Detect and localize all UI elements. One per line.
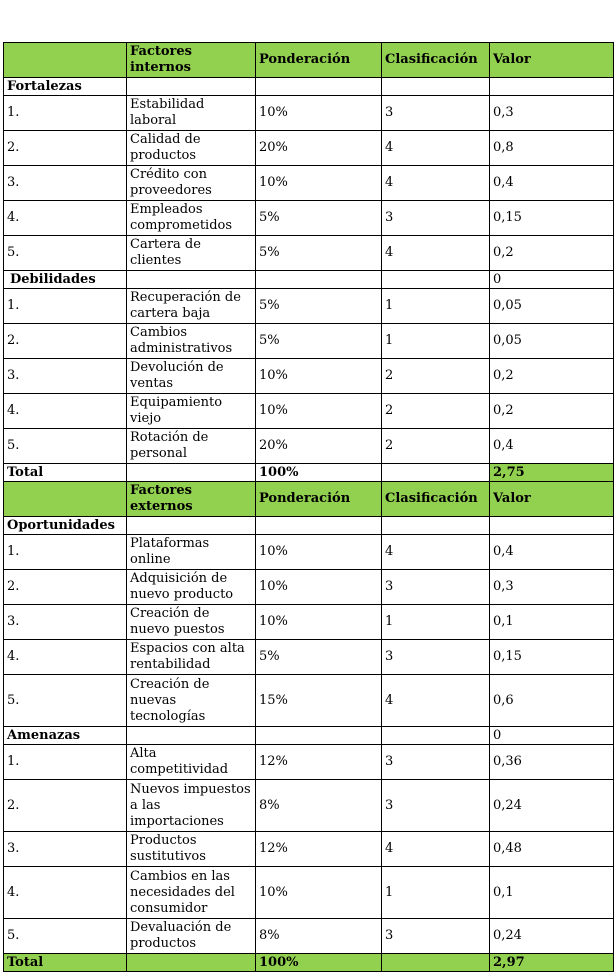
weight-cell: 10% [256,166,382,201]
section-label-threats: Amenazas [4,727,127,745]
weight-cell: 5% [256,324,382,359]
section-label-opportunities: Oportunidades [4,517,127,535]
weight-cell: 5% [256,201,382,236]
section-value-threats: 0 [490,727,614,745]
row-number: 4. [4,867,127,919]
table-row [4,640,614,675]
section-value-weaknesses: 0 [490,271,614,289]
value-cell: 0,3 [490,570,614,605]
weight-cell: 12% [256,745,382,780]
factor-name: Plataformas online [127,535,256,570]
value-cell: 0,1 [490,605,614,640]
rating-cell: 4 [382,131,490,166]
factor-name: Nuevos impuestos a las importaciones [127,780,256,832]
weight-cell: 5% [256,640,382,675]
factor-name: Devolución de ventas [127,359,256,394]
factor-name: Cambios en las necesidades del consumidor [127,867,256,919]
weight-cell: 5% [256,236,382,271]
factor-name: Recuperación de cartera baja [127,289,256,324]
row-number: 5. [4,236,127,271]
weight-cell: 10% [256,96,382,131]
value-cell: 0,8 [490,131,614,166]
factor-name: Cartera de clientes [127,236,256,271]
table-row [4,919,614,954]
section-row-strengths [4,78,614,96]
total-value: 2,75 [490,464,614,482]
factor-name: Calidad de productos [127,131,256,166]
table-row [4,780,614,832]
table-row [4,166,614,201]
weight-cell: 20% [256,429,382,464]
header-blank-cell [4,482,127,517]
row-number: 1. [4,535,127,570]
value-cell: 0,2 [490,394,614,429]
table-row [4,535,614,570]
table-row [4,359,614,394]
table-row [4,832,614,867]
rating-cell: 3 [382,640,490,675]
factor-name: Cambios administrativos [127,324,256,359]
table-row [4,131,614,166]
rating-cell: 3 [382,780,490,832]
factor-name: Creación de nuevo puestos [127,605,256,640]
row-number: 5. [4,919,127,954]
factor-name: Devaluación de productos [127,919,256,954]
internal-header-row [4,43,614,78]
rating-cell: 2 [382,429,490,464]
total-label: Total [4,954,127,972]
factor-name: Espacios con alta rentabilidad [127,640,256,675]
internal-total-row [4,464,614,482]
external-header-row [4,482,614,517]
table-row [4,867,614,919]
factor-name: Empleados comprometidos [127,201,256,236]
value-cell: 0,4 [490,429,614,464]
table-row [4,201,614,236]
value-cell: 0,2 [490,359,614,394]
factor-name: Alta competitividad [127,745,256,780]
rating-cell: 4 [382,832,490,867]
row-number: 4. [4,640,127,675]
rating-cell: 1 [382,867,490,919]
table-row [4,289,614,324]
value-cell: 0,48 [490,832,614,867]
value-cell: 0,15 [490,640,614,675]
weight-cell: 8% [256,780,382,832]
value-cell: 0,1 [490,867,614,919]
value-cell: 0,05 [490,289,614,324]
rating-cell: 4 [382,166,490,201]
rating-cell: 1 [382,289,490,324]
weight-cell: 10% [256,605,382,640]
section-label-strengths: Fortalezas [4,78,127,96]
rating-cell: 1 [382,324,490,359]
factor-name: Adquisición de nuevo producto [127,570,256,605]
rating-cell: 4 [382,535,490,570]
rating-cell: 2 [382,394,490,429]
total-weight: 100% [256,464,382,482]
header-factors-external: Factores externos [127,482,256,517]
header-value: Valor [490,482,614,517]
row-number: 2. [4,780,127,832]
row-number: 3. [4,359,127,394]
factor-name: Equipamiento viejo [127,394,256,429]
value-cell: 0,05 [490,324,614,359]
factor-name: Estabilidad laboral [127,96,256,131]
weight-cell: 10% [256,535,382,570]
table-row [4,429,614,464]
header-weight: Ponderación [256,43,382,78]
row-number: 2. [4,570,127,605]
total-weight: 100% [256,954,382,972]
rating-cell: 4 [382,675,490,727]
table-row [4,236,614,271]
rating-cell: 1 [382,605,490,640]
value-cell: 0,3 [490,96,614,131]
row-number: 3. [4,605,127,640]
factor-name: Productos sustitutivos [127,832,256,867]
rating-cell: 3 [382,745,490,780]
section-row-weaknesses [4,271,614,289]
row-number: 2. [4,131,127,166]
row-number: 3. [4,166,127,201]
rating-cell: 4 [382,236,490,271]
table-row [4,675,614,727]
weight-cell: 10% [256,867,382,919]
row-number: 4. [4,394,127,429]
weight-cell: 15% [256,675,382,727]
rating-cell: 3 [382,570,490,605]
factor-name: Creación de nuevas tecnologías [127,675,256,727]
row-number: 4. [4,201,127,236]
row-number: 3. [4,832,127,867]
factors-matrix-table [3,42,614,972]
header-weight: Ponderación [256,482,382,517]
row-number: 5. [4,429,127,464]
factor-name: Rotación de personal [127,429,256,464]
value-cell: 0,6 [490,675,614,727]
weight-cell: 8% [256,919,382,954]
value-cell: 0,24 [490,780,614,832]
rating-cell: 3 [382,201,490,236]
weight-cell: 10% [256,570,382,605]
total-label: Total [4,464,127,482]
row-number: 1. [4,96,127,131]
weight-cell: 10% [256,359,382,394]
rating-cell: 3 [382,919,490,954]
value-cell: 0,4 [490,535,614,570]
table-row [4,605,614,640]
weight-cell: 5% [256,289,382,324]
value-cell: 0,2 [490,236,614,271]
value-cell: 0,4 [490,166,614,201]
header-factors-internal: Factores internos [127,43,256,78]
row-number: 1. [4,745,127,780]
value-cell: 0,36 [490,745,614,780]
header-rating: Clasificación [382,43,490,78]
weight-cell: 12% [256,832,382,867]
table-row [4,394,614,429]
table-row [4,570,614,605]
header-blank-cell [4,43,127,78]
weight-cell: 10% [256,394,382,429]
table-row [4,745,614,780]
value-cell: 0,15 [490,201,614,236]
row-number: 1. [4,289,127,324]
section-row-opportunities [4,517,614,535]
header-value: Valor [490,43,614,78]
table-row [4,96,614,131]
header-rating: Clasificación [382,482,490,517]
row-number: 5. [4,675,127,727]
external-total-row [4,954,614,972]
value-cell: 0,24 [490,919,614,954]
rating-cell: 2 [382,359,490,394]
section-label-weaknesses: Debilidades [4,271,127,289]
section-row-threats [4,727,614,745]
weight-cell: 20% [256,131,382,166]
row-number: 2. [4,324,127,359]
total-value: 2,97 [490,954,614,972]
rating-cell: 3 [382,96,490,131]
table-row [4,324,614,359]
factor-name: Crédito con proveedores [127,166,256,201]
